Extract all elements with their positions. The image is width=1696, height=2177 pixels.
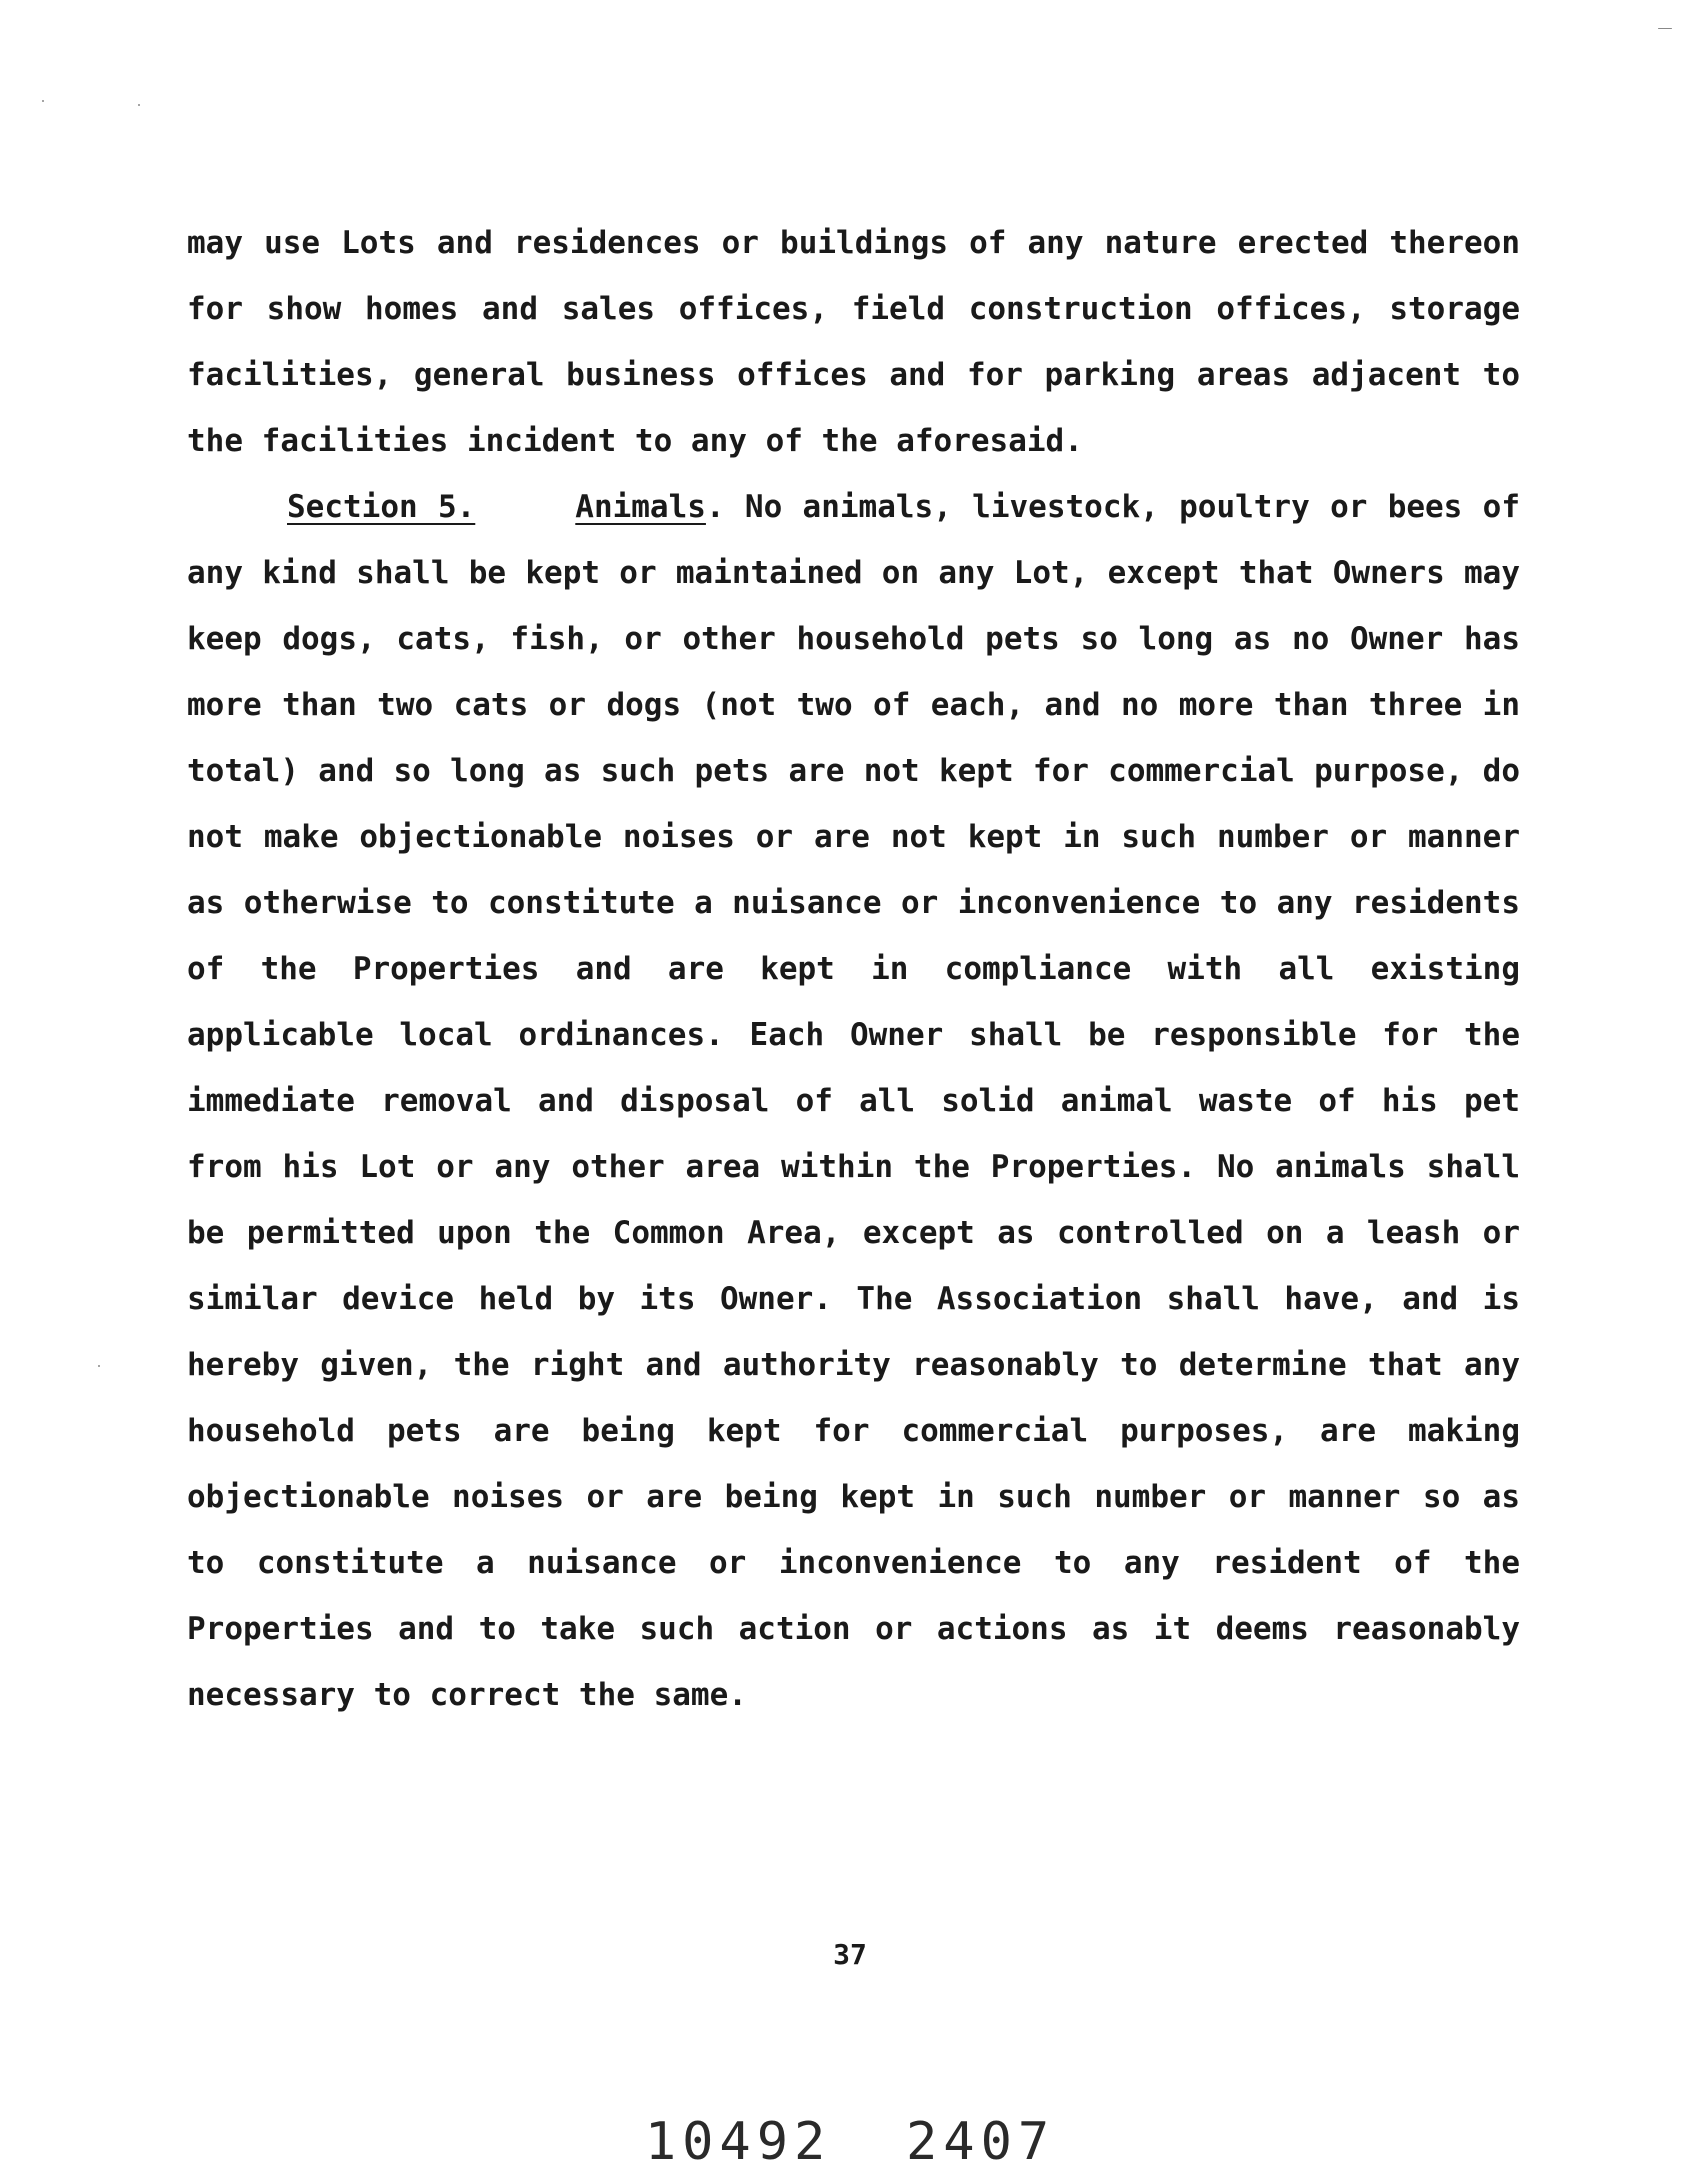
scan-speck	[98, 1365, 100, 1367]
section-number: Section 5.	[287, 489, 476, 525]
page-number: 37	[833, 1938, 867, 1971]
scan-speck	[42, 100, 44, 102]
scan-speck	[1658, 28, 1672, 29]
section-text: No animals, livestock, poultry or bees of any kind shall be kept or maintained on any Lot, except that Owners may keep dogs, cats, fish, or other household pets so long as no Owner has more than two cats or dogs (not two of each, and no more than three in total) and so long as such pets are not kept for commercial purpose, do not make objectionable noises or are not kept in such number or manner as otherwise to constitute a nuisance or inconvenience to any residents of the Properties and are kept in compliance with all existing applicable local ordinances. Each Owner shall be responsible for the immediate removal and disposal of all solid animal waste of his pet from his Lot or any other area within the Properties. No animals shall be permitted upon the Common Area, except as controlled on a leash or similar device held by its Owner. The Association shall have, and is hereby given, the right and authority reasonably to determine that any household pets are being kept for commercial purposes, are making objectionable noises or are being kept in such number or manner so as to constitute a nuisance or inconvenience to any resident of the Properties and to take such action or actions as it deems reasonably necessary to correct the same.	[187, 489, 1520, 1713]
scan-speck	[138, 104, 140, 106]
section-5-paragraph	[187, 474, 1520, 1728]
section-title: Animals	[575, 489, 706, 525]
recording-stamp: 10492 2407	[644, 2112, 1056, 2172]
paragraph-continued: may use Lots and residences or buildings of any nature erected thereon for show homes and sales offices, field construction offices, storage facilities, general business offices and for parking areas adjacent to the facilities incident to any of the aforesaid.	[187, 225, 1520, 459]
body-text	[187, 210, 1520, 1728]
section-title-punctuation: .	[705, 489, 725, 525]
